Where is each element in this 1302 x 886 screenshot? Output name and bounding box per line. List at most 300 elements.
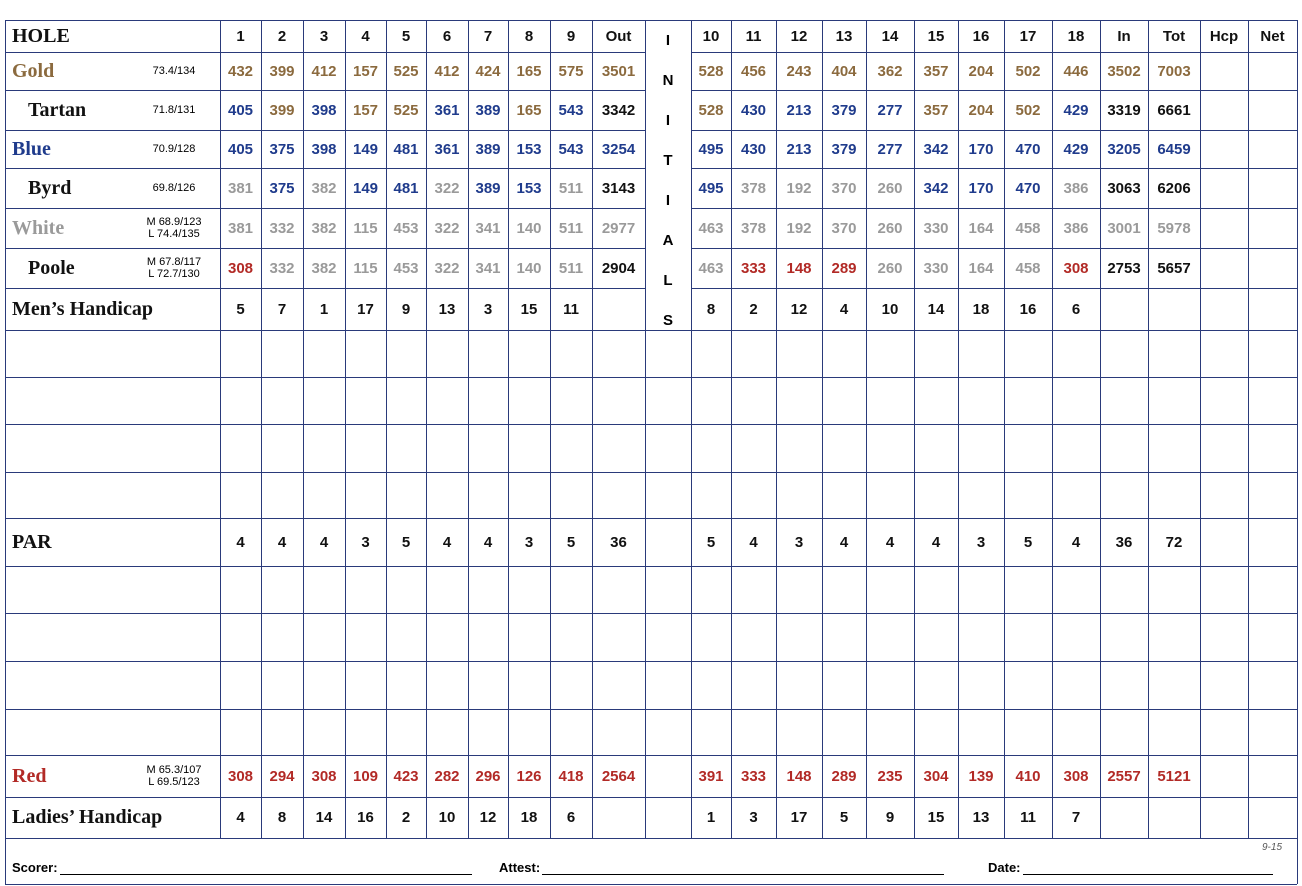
yardage-cell: 470 [1015, 179, 1041, 197]
score-entry-cell[interactable] [1248, 709, 1297, 755]
yardage-cell: 423 [393, 767, 419, 785]
yardage-cell: 140 [516, 259, 542, 277]
score-entry-cell[interactable] [426, 377, 468, 424]
score-entry-cell[interactable] [822, 613, 866, 661]
score-entry-cell[interactable] [345, 330, 386, 377]
score-entry-cell[interactable] [220, 472, 261, 518]
score-entry-cell[interactable] [1100, 472, 1148, 518]
out-yardage: 2977 [601, 219, 636, 237]
score-entry-cell[interactable] [645, 566, 691, 613]
score-entry-cell[interactable] [592, 377, 645, 424]
score-entry-cell[interactable] [1052, 613, 1100, 661]
score-entry-cell[interactable] [468, 377, 508, 424]
initials-letter: I [665, 31, 671, 49]
score-entry-cell[interactable] [645, 424, 691, 472]
score-entry-cell[interactable] [822, 709, 866, 755]
score-entry-cell[interactable] [1148, 566, 1200, 613]
score-entry-cell[interactable] [303, 424, 345, 472]
par-label: PAR [12, 530, 52, 553]
score-entry-cell[interactable] [1100, 377, 1148, 424]
score-entry-cell[interactable] [345, 613, 386, 661]
yardage-cell: 502 [1015, 62, 1041, 80]
score-entry-cell[interactable] [645, 661, 691, 709]
yardage-cell: 148 [786, 259, 812, 277]
score-entry-cell[interactable] [1100, 709, 1148, 755]
handicap-cell: 6 [1071, 300, 1081, 318]
score-entry-cell[interactable] [866, 661, 914, 709]
score-entry-cell[interactable] [1248, 661, 1297, 709]
course-rating: M 67.8/117 [146, 256, 202, 268]
out-yardage: 2904 [601, 259, 636, 277]
score-entry-cell[interactable] [426, 661, 468, 709]
score-entry-cell[interactable] [822, 661, 866, 709]
score-entry-cell[interactable] [508, 566, 550, 613]
score-entry-cell[interactable] [691, 330, 731, 377]
yardage-cell: 424 [475, 62, 501, 80]
score-entry-cell[interactable] [1052, 566, 1100, 613]
yardage-cell: 470 [1015, 140, 1041, 158]
score-entry-cell[interactable] [550, 566, 592, 613]
yardage-cell: 322 [434, 219, 460, 237]
score-entry-cell[interactable] [914, 330, 958, 377]
out-yardage: 3143 [601, 179, 636, 197]
yardage-cell: 170 [968, 179, 994, 197]
score-entry-cell[interactable] [426, 613, 468, 661]
score-entry-cell[interactable] [468, 330, 508, 377]
score-entry-cell[interactable] [550, 613, 592, 661]
yardage-cell: 149 [352, 179, 379, 197]
score-entry-cell[interactable] [776, 709, 822, 755]
score-entry-cell[interactable] [691, 377, 731, 424]
hole-number: 12 [790, 27, 808, 45]
handicap-cell: 2 [401, 809, 411, 826]
total-yardage: 6661 [1157, 101, 1191, 119]
score-entry-cell[interactable] [468, 566, 508, 613]
score-entry-cell[interactable] [776, 377, 822, 424]
score-entry-cell[interactable] [914, 377, 958, 424]
yardage-cell: 379 [831, 101, 857, 119]
handicap-cell: 17 [790, 809, 808, 826]
score-entry-cell[interactable] [691, 661, 731, 709]
yardage-cell: 213 [786, 101, 812, 119]
score-entry-cell[interactable] [1148, 424, 1200, 472]
yardage-cell: 405 [227, 101, 254, 119]
handicap-cell: 7 [277, 300, 287, 318]
yardage-cell: 235 [877, 767, 903, 785]
score-entry-cell[interactable] [776, 566, 822, 613]
score-entry-cell[interactable] [592, 424, 645, 472]
score-entry-cell[interactable] [261, 330, 303, 377]
player-name-cell[interactable] [5, 661, 220, 709]
handicap-cell: 9 [401, 300, 411, 318]
yardage-cell: 525 [393, 62, 419, 80]
score-entry-cell[interactable] [468, 613, 508, 661]
hole-number: 3 [319, 27, 329, 45]
yardage-cell: 213 [786, 140, 812, 158]
yardage-cell: 157 [352, 101, 379, 119]
tee-name-blue: Blue [12, 137, 51, 160]
score-entry-cell[interactable] [1100, 661, 1148, 709]
score-entry-cell[interactable] [1100, 613, 1148, 661]
score-entry-cell[interactable] [220, 377, 261, 424]
score-entry-cell[interactable] [1004, 330, 1052, 377]
score-entry-cell[interactable] [220, 709, 261, 755]
score-entry-cell[interactable] [691, 709, 731, 755]
score-entry-cell[interactable] [958, 661, 1004, 709]
score-entry-cell[interactable] [958, 330, 1004, 377]
yardage-cell: 398 [311, 101, 337, 119]
score-entry-cell[interactable] [345, 709, 386, 755]
score-entry-cell[interactable] [1200, 424, 1248, 472]
score-entry-cell[interactable] [914, 566, 958, 613]
score-entry-cell[interactable] [731, 661, 776, 709]
yardage-cell: 282 [434, 767, 460, 785]
score-entry-cell[interactable] [1052, 709, 1100, 755]
par-cell: 4 [885, 533, 895, 551]
score-entry-cell[interactable] [1148, 613, 1200, 661]
score-entry-cell[interactable] [1100, 566, 1148, 613]
scorer-field[interactable] [12, 860, 472, 875]
in-yardage: 2557 [1107, 767, 1141, 785]
score-entry-cell[interactable] [1248, 613, 1297, 661]
score-entry-cell[interactable] [386, 709, 426, 755]
score-entry-cell[interactable] [645, 709, 691, 755]
score-entry-cell[interactable] [1200, 330, 1248, 377]
score-entry-cell[interactable] [1004, 709, 1052, 755]
score-entry-cell[interactable] [866, 709, 914, 755]
score-entry-cell[interactable] [914, 709, 958, 755]
score-entry-cell[interactable] [691, 613, 731, 661]
tee-name-byrd: Byrd [28, 176, 72, 199]
score-entry-cell[interactable] [731, 613, 776, 661]
score-entry-cell[interactable] [550, 377, 592, 424]
score-entry-cell[interactable] [508, 613, 550, 661]
score-entry-cell[interactable] [508, 709, 550, 755]
score-entry-cell[interactable] [592, 661, 645, 709]
yardage-cell: 412 [434, 62, 460, 80]
score-entry-cell[interactable] [508, 424, 550, 472]
score-entry-cell[interactable] [426, 424, 468, 472]
yardage-cell: 391 [698, 767, 724, 785]
yardage-cell: 375 [269, 140, 295, 158]
yardage-cell: 304 [923, 767, 949, 785]
yardage-cell: 418 [558, 767, 584, 785]
attest-field[interactable] [499, 860, 944, 875]
score-entry-cell[interactable] [468, 472, 508, 518]
score-entry-cell[interactable] [822, 424, 866, 472]
score-entry-cell[interactable] [1052, 330, 1100, 377]
score-entry-cell[interactable] [426, 709, 468, 755]
score-entry-cell[interactable] [914, 424, 958, 472]
score-entry-cell[interactable] [1200, 709, 1248, 755]
score-entry-cell[interactable] [1200, 613, 1248, 661]
score-entry-cell[interactable] [866, 377, 914, 424]
score-entry-cell[interactable] [508, 472, 550, 518]
score-entry-cell[interactable] [592, 472, 645, 518]
score-entry-cell[interactable] [1248, 566, 1297, 613]
out-yardage: 3254 [601, 140, 636, 158]
score-entry-cell[interactable] [345, 661, 386, 709]
player-name-cell[interactable] [5, 472, 220, 518]
par-cell: 3 [524, 533, 534, 551]
yardage-cell: 243 [786, 62, 812, 80]
score-entry-cell[interactable] [550, 709, 592, 755]
score-entry-cell[interactable] [303, 661, 345, 709]
score-entry-cell[interactable] [866, 613, 914, 661]
score-entry-cell[interactable] [220, 613, 261, 661]
score-entry-cell[interactable] [261, 709, 303, 755]
score-entry-cell[interactable] [731, 709, 776, 755]
score-entry-cell[interactable] [1148, 330, 1200, 377]
score-entry-cell[interactable] [731, 566, 776, 613]
score-entry-cell[interactable] [220, 661, 261, 709]
yardage-cell: 294 [269, 767, 295, 785]
score-entry-cell[interactable] [691, 566, 731, 613]
score-entry-cell[interactable] [468, 661, 508, 709]
score-entry-cell[interactable] [592, 709, 645, 755]
score-entry-cell[interactable] [1004, 424, 1052, 472]
score-entry-cell[interactable] [386, 613, 426, 661]
yardage-cell: 115 [353, 219, 378, 237]
score-entry-cell[interactable] [1100, 330, 1148, 377]
score-entry-cell[interactable] [345, 377, 386, 424]
initials-letter: I [665, 191, 671, 209]
score-entry-cell[interactable] [550, 472, 592, 518]
player-name-cell[interactable] [5, 566, 220, 613]
par-cell: 5 [706, 533, 716, 551]
score-entry-cell[interactable] [303, 709, 345, 755]
card-border-bottom [5, 838, 1297, 839]
score-entry-cell[interactable] [1200, 377, 1248, 424]
score-entry-cell[interactable] [386, 566, 426, 613]
score-entry-cell[interactable] [1052, 661, 1100, 709]
score-entry-cell[interactable] [731, 330, 776, 377]
score-entry-cell[interactable] [822, 472, 866, 518]
yardage-cell: 342 [923, 179, 949, 197]
score-entry-cell[interactable] [645, 377, 691, 424]
score-entry-cell[interactable] [866, 330, 914, 377]
score-entry-cell[interactable] [1052, 424, 1100, 472]
version-code: 9-15 [1262, 842, 1283, 853]
yardage-cell: 543 [558, 101, 584, 119]
initials-letter: S [662, 311, 673, 329]
handicap-cell: 8 [277, 809, 287, 826]
yardage-cell: 260 [877, 179, 903, 197]
par-cell: 4 [1071, 533, 1081, 551]
score-entry-cell[interactable] [1248, 330, 1297, 377]
score-entry-cell[interactable] [776, 661, 822, 709]
player-name-cell[interactable] [5, 377, 220, 424]
score-entry-cell[interactable] [508, 661, 550, 709]
score-entry-cell[interactable] [914, 661, 958, 709]
score-entry-cell[interactable] [731, 377, 776, 424]
hole-number: 11 [745, 27, 762, 45]
score-entry-cell[interactable] [386, 377, 426, 424]
score-entry-cell[interactable] [1052, 377, 1100, 424]
yardage-cell: 153 [516, 179, 542, 197]
score-entry-cell[interactable] [386, 424, 426, 472]
yardage-cell: 404 [831, 62, 857, 80]
score-entry-cell[interactable] [592, 330, 645, 377]
score-entry-cell[interactable] [261, 424, 303, 472]
score-entry-cell[interactable] [914, 472, 958, 518]
score-entry-cell[interactable] [645, 613, 691, 661]
score-entry-cell[interactable] [550, 661, 592, 709]
course-rating: M 68.9/123 [146, 216, 202, 228]
score-entry-cell[interactable] [1052, 472, 1100, 518]
score-entry-cell[interactable] [303, 377, 345, 424]
score-entry-cell[interactable] [1248, 472, 1297, 518]
score-entry-cell[interactable] [345, 424, 386, 472]
score-entry-cell[interactable] [1148, 472, 1200, 518]
handicap-cell: 1 [319, 300, 329, 318]
score-entry-cell[interactable] [822, 330, 866, 377]
tee-name-gold: Gold [12, 59, 55, 82]
date-field[interactable] [988, 860, 1273, 875]
yardage-cell: 361 [434, 140, 460, 158]
rating-block [130, 52, 218, 90]
player-name-cell[interactable] [5, 424, 220, 472]
score-entry-cell[interactable] [776, 330, 822, 377]
score-entry-cell[interactable] [1004, 566, 1052, 613]
score-entry-cell[interactable] [508, 377, 550, 424]
hole-number: 17 [1019, 27, 1037, 45]
score-entry-cell[interactable] [822, 566, 866, 613]
score-entry-cell[interactable] [508, 330, 550, 377]
player-name-cell[interactable] [5, 330, 220, 377]
score-entry-cell[interactable] [303, 613, 345, 661]
score-entry-cell[interactable] [386, 330, 426, 377]
score-entry-cell[interactable] [1148, 661, 1200, 709]
score-entry-cell[interactable] [261, 613, 303, 661]
score-entry-cell[interactable] [1004, 661, 1052, 709]
score-entry-cell[interactable] [345, 472, 386, 518]
score-entry-cell[interactable] [776, 472, 822, 518]
par-cell: 3 [976, 533, 986, 551]
score-entry-cell[interactable] [303, 566, 345, 613]
hole-number: 1 [236, 27, 245, 45]
yardage-cell: 481 [393, 140, 419, 158]
player-name-cell[interactable] [5, 613, 220, 661]
score-entry-cell[interactable] [468, 424, 508, 472]
handicap-cell: 4 [839, 300, 849, 318]
score-entry-cell[interactable] [958, 424, 1004, 472]
yardage-cell: 528 [698, 62, 724, 80]
score-entry-cell[interactable] [1004, 613, 1052, 661]
course-rating: L 72.7/130 [148, 268, 200, 280]
hole-number: 10 [702, 27, 720, 45]
in-yardage: 3063 [1107, 179, 1141, 197]
yardage-cell: 296 [475, 767, 501, 785]
yardage-cell: 308 [1063, 259, 1089, 277]
course-rating: 71.8/131 [152, 104, 196, 116]
score-entry-cell[interactable] [1004, 377, 1052, 424]
score-entry-cell[interactable] [303, 330, 345, 377]
date-line [1023, 862, 1273, 875]
score-entry-cell[interactable] [866, 424, 914, 472]
score-entry-cell[interactable] [592, 613, 645, 661]
score-entry-cell[interactable] [386, 661, 426, 709]
score-entry-cell[interactable] [1148, 377, 1200, 424]
course-rating: L 69.5/123 [148, 776, 200, 788]
score-entry-cell[interactable] [866, 566, 914, 613]
score-entry-cell[interactable] [1248, 377, 1297, 424]
net-header: Net [1260, 27, 1285, 45]
score-entry-cell[interactable] [1200, 472, 1248, 518]
score-entry-cell[interactable] [426, 566, 468, 613]
score-entry-cell[interactable] [822, 377, 866, 424]
score-entry-cell[interactable] [914, 613, 958, 661]
score-entry-cell[interactable] [468, 709, 508, 755]
score-entry-cell[interactable] [731, 424, 776, 472]
yardage-cell: 386 [1063, 179, 1089, 197]
par-cell: 4 [483, 533, 493, 551]
score-entry-cell[interactable] [303, 472, 345, 518]
score-entry-cell[interactable] [220, 424, 261, 472]
handicap-cell: 7 [1071, 809, 1081, 826]
score-entry-cell[interactable] [261, 661, 303, 709]
score-entry-cell[interactable] [958, 472, 1004, 518]
score-entry-cell[interactable] [386, 472, 426, 518]
player-name-cell[interactable] [5, 709, 220, 755]
footer-border-bottom [5, 884, 1297, 885]
yardage-cell: 382 [311, 179, 337, 197]
yardage-cell: 379 [831, 140, 857, 158]
score-entry-cell[interactable] [261, 472, 303, 518]
score-entry-cell[interactable] [345, 566, 386, 613]
score-entry-cell[interactable] [776, 424, 822, 472]
yardage-cell: 389 [475, 179, 501, 197]
in-yardage: 3001 [1107, 219, 1141, 237]
handicap-cell: 10 [881, 300, 899, 318]
out-yardage: 3342 [601, 101, 636, 119]
par-in: 36 [1115, 533, 1133, 551]
score-entry-cell[interactable] [1148, 709, 1200, 755]
score-entry-cell[interactable] [220, 566, 261, 613]
score-entry-cell[interactable] [592, 566, 645, 613]
score-entry-cell[interactable] [1200, 661, 1248, 709]
par-cell: 4 [839, 533, 849, 551]
score-entry-cell[interactable] [261, 566, 303, 613]
par-cell: 3 [361, 533, 370, 551]
score-entry-cell[interactable] [691, 424, 731, 472]
score-entry-cell[interactable] [1248, 424, 1297, 472]
score-entry-cell[interactable] [1100, 424, 1148, 472]
score-entry-cell[interactable] [866, 472, 914, 518]
yardage-cell: 456 [740, 62, 767, 80]
score-entry-cell[interactable] [1200, 566, 1248, 613]
score-entry-cell[interactable] [1004, 472, 1052, 518]
score-entry-cell[interactable] [958, 377, 1004, 424]
score-entry-cell[interactable] [691, 472, 731, 518]
score-entry-cell[interactable] [958, 709, 1004, 755]
par-cell: 3 [794, 533, 804, 551]
score-entry-cell[interactable] [645, 472, 691, 518]
score-entry-cell[interactable] [550, 424, 592, 472]
score-entry-cell[interactable] [220, 330, 261, 377]
score-entry-cell[interactable] [426, 330, 468, 377]
score-entry-cell[interactable] [731, 472, 776, 518]
par-cell: 4 [277, 533, 287, 551]
score-entry-cell[interactable] [261, 377, 303, 424]
score-entry-cell[interactable] [776, 613, 822, 661]
score-entry-cell[interactable] [958, 613, 1004, 661]
handicap-cell: 12 [790, 300, 808, 318]
score-entry-cell[interactable] [958, 566, 1004, 613]
score-entry-cell[interactable] [550, 330, 592, 377]
yardage-cell: 389 [475, 101, 501, 119]
score-entry-cell[interactable] [426, 472, 468, 518]
